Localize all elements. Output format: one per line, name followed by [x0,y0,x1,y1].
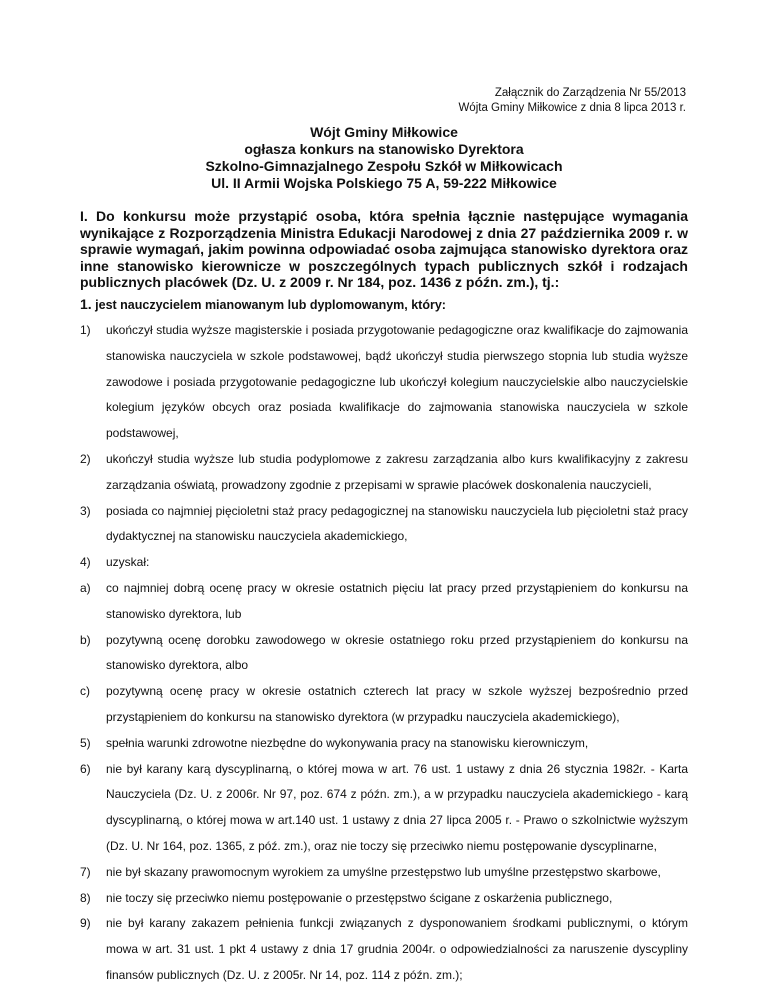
item-text: nie był skazany prawomocnym wyrokiem za umyślne przestępstwo lub umyślne przestępstwo skarbowe, [106,864,661,879]
subheading-text: jest nauczycielem mianowanym lub dyplomowanym, który: [91,298,446,312]
item-marker: 8) [80,890,91,905]
item-marker: 2) [80,451,91,466]
item-marker: 3) [80,503,91,518]
item-text: uzyskał: [106,555,150,570]
item-text: posiada co najmniej pięcioletni staż pracy pedagogicznej na stanowisku nauczyciela lub pięcioletni staż pracy dydaktycznej na stanowisku nauczyciela akademickiego, [106,503,688,544]
item-marker: 4) [80,555,91,570]
section-heading: I. Do konkursu może przystąpić osoba, która spełnia łącznie następujące wymagania wynikające z Rozporządzenia Ministra Edukacji Narodowej z dnia 27 października 2009 r. w sprawie wymagań, jakim powinna odpowiadać osoba zajmująca stanowisko dyrektora oraz inne stanowisko kierownicze w poszczególnych typach publicznych szkół i rodzajach publicznych placówek (Dz. U. z 2009 r. Nr 184, poz. 1436 z późn. zm.), tj.: [80,208,688,290]
item-text: pozytywną ocenę dorobku zawodowego w okresie ostatniego roku przed przystąpieniem do konkursu na stanowisko dyrektora, albo [106,632,688,673]
list-item [80,499,688,551]
list-item [80,886,688,912]
title-line-4: Ul. II Armii Wojska Polskiego 75 A, 59-222 Miłkowice [211,175,557,191]
list-item [80,731,688,757]
item-marker: 5) [80,735,91,750]
list-item [80,318,688,447]
item-marker: 1) [80,323,91,337]
item-marker: 7) [80,864,91,879]
item-marker: c) [80,684,90,699]
list-item [80,860,688,886]
list-item [80,757,688,860]
item-text: nie toczy się przeciwko niemu postępowanie o przestępstwo ścigane z oskarżenia publicznego, [106,890,613,905]
title-line-3: Szkolno-Gimnazjalnego Zespołu Szkół w Miłkowicach [205,158,563,174]
item-text: pozytywną ocenę pracy w okresie ostatnich czterech lat pracy w szkole wyższej bezpośrednio przed przystąpieniem do konkursu na stanowisko dyrektora (w przypadku nauczyciela akademickiego), [106,684,688,724]
requirement-subheading [80,296,446,312]
item-text: ukończył studia wyższe lub studia podyplomowe z zakresu zarządzania albo kurs kwalifikacyjny z zakresu zarządzania oświatą, prowadzony zgodnie z przepisami w sprawie placówek doskonalenia nauczycieli, [106,451,688,492]
title-line-2: ogłasza konkurs na stanowisko Dyrektora [244,141,524,157]
subheading-number: 1. [80,296,92,312]
list-item [80,447,688,499]
item-text: nie był karany zakazem pełnienia funkcji związanych z dysponowaniem środkami publicznymi, o którym mowa w art. 31 ust. 1 pkt 4 ustawy z dnia 17 grudnia 2004r. o odpowiedzialności za naruszenie dyscypliny finansów publicznych (Dz. U. z 2005r. Nr 14, poz. 114 z późn. zm.); [106,916,688,982]
item-text: spełnia warunki zdrowotne niezbędne do wykonywania pracy na stanowisku kierowniczym, [106,735,589,750]
attachment-note-line-2: Wójta Gminy Miłkowice z dnia 8 lipca 2013 r. [458,102,686,114]
item-marker: 6) [80,761,91,776]
item-marker: 9) [80,916,91,931]
list-item [80,576,688,628]
item-marker: a) [80,580,91,595]
list-item [80,628,688,680]
announcement-title [80,124,688,192]
requirements-list [80,318,688,989]
list-item [80,679,688,731]
item-marker: b) [80,632,91,647]
list-item [80,911,688,988]
item-text: nie był karany karą dyscyplinarną, o której mowa w art. 76 ust. 1 ustawy z dnia 26 stycznia 1982r. - Karta Nauczyciela (Dz. U. z 2006r. Nr 97, poz. 674 z późn. zm.), a w przypadku nauczyciela akademickiego - karą dyscyplinarną, o której mowa w art.140 ust. 1 ustawy z dnia 27 lipca 2005 r. - Prawo o szkolnictwie wyższym (Dz. U. Nr 164, poz. 1365, z póź. zm.), oraz nie toczy się przeciwko niemu postępowanie dyscyplinarne, [106,761,688,853]
item-text: ukończył studia wyższe magisterskie i posiada przygotowanie pedagogiczne oraz kwalifikacje do zajmowania stanowiska nauczyciela w szkole podstawowej, bądź ukończył studia pierwszego stopnia lub studia wyższe zawodowe i posiada przygotowanie pedagogiczne lub ukończył kolegium nauczycielskie albo nauczycielskie kolegium języków obcych oraz posiada kwalifikacje do zajmowania stanowiska nauczyciela w szkole podstawowej, [106,323,688,441]
attachment-note [458,86,686,116]
attachment-note-line-1: Załącznik do Zarządzenia Nr 55/2013 [494,87,686,99]
item-text: co najmniej dobrą ocenę pracy w okresie ostatnich pięciu lat pracy przed przystąpieniem do konkursu na stanowisko dyrektora, lub [106,580,688,621]
list-item [80,550,688,576]
title-line-1: Wójt Gminy Miłkowice [310,124,458,140]
